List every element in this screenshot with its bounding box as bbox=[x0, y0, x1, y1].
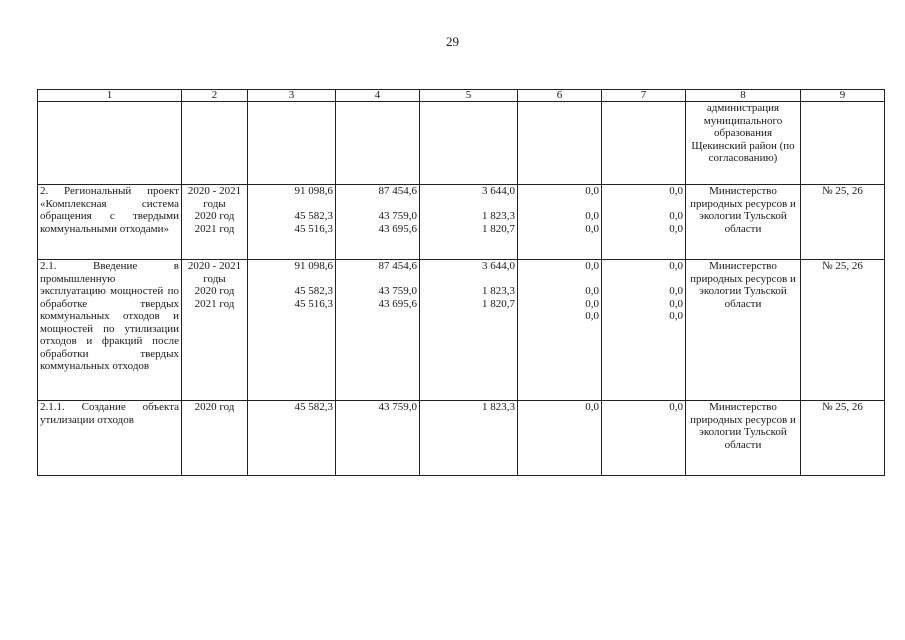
period-cell bbox=[182, 260, 248, 401]
amount-cell bbox=[420, 102, 518, 185]
period-value: 2020 - 2021 годы bbox=[187, 260, 242, 285]
indicator-ref: № 25, 26 bbox=[822, 401, 863, 413]
amount-value: 87 454,6 bbox=[378, 260, 417, 272]
column-header: 6 bbox=[518, 90, 602, 102]
amount-value: 0,0 bbox=[669, 260, 683, 272]
amount-cell bbox=[602, 185, 686, 260]
indicator-ref-cell bbox=[801, 260, 885, 401]
amount-cell bbox=[518, 102, 602, 185]
table-row bbox=[38, 401, 885, 476]
amount-value: 3 644,0 bbox=[482, 260, 515, 272]
page-number: 29 bbox=[446, 34, 459, 49]
amount-value: 3 644,0 bbox=[482, 185, 515, 197]
event-name: 2.1.1. Создание объекта утилизации отходов bbox=[40, 401, 179, 426]
table-body bbox=[38, 102, 885, 476]
amount-cell bbox=[248, 102, 336, 185]
executor-text: Министерство природных ресурсов и экологии Тульской области bbox=[690, 260, 796, 310]
event-name-cell bbox=[38, 102, 182, 185]
column-header: 5 bbox=[420, 90, 518, 102]
amount-cell bbox=[248, 401, 336, 476]
amount-value: 0,0 bbox=[669, 185, 683, 197]
period-value: 2020 год bbox=[194, 285, 235, 297]
column-header: 2 bbox=[182, 90, 248, 102]
amount-value: 1 823,3 bbox=[482, 210, 515, 222]
amount-value: 0,0 bbox=[585, 260, 599, 272]
program-table bbox=[37, 89, 885, 476]
column-header: 1 bbox=[38, 90, 182, 102]
period-value: 2020 - 2021 годы bbox=[187, 185, 242, 210]
amount-value bbox=[604, 273, 683, 286]
amount-cell bbox=[420, 185, 518, 260]
event-name: 2. Региональный проект «Комплексная система обращения с твердыми коммунальными отходами» bbox=[40, 185, 179, 235]
period-cell bbox=[182, 102, 248, 185]
column-header: 8 bbox=[686, 90, 801, 102]
amount-value: 91 098,6 bbox=[294, 185, 333, 197]
amount-cell bbox=[518, 260, 602, 401]
amount-cell bbox=[420, 260, 518, 401]
amount-value: 0,0 bbox=[585, 297, 599, 310]
amount-cell bbox=[248, 260, 336, 401]
executor-text: администрация муниципального образования Щекинский район (по согласованию) bbox=[691, 102, 795, 164]
amount-value bbox=[422, 198, 515, 211]
period-cell bbox=[182, 185, 248, 260]
amount-value: 43 695,6 bbox=[378, 222, 417, 235]
amount-cell bbox=[518, 185, 602, 260]
amount-value: 0,0 bbox=[585, 185, 599, 197]
period-value: 2020 год bbox=[194, 401, 235, 413]
amount-value bbox=[338, 273, 417, 286]
column-header: 7 bbox=[602, 90, 686, 102]
amount-cell bbox=[602, 102, 686, 185]
amount-value: 45 582,3 bbox=[294, 285, 333, 297]
amount-value: 0,0 bbox=[669, 310, 683, 322]
column-number-row bbox=[38, 90, 885, 102]
indicator-ref-cell bbox=[801, 102, 885, 185]
amount-cell bbox=[336, 401, 420, 476]
event-name-cell bbox=[38, 260, 182, 401]
amount-value: 1 823,3 bbox=[482, 401, 515, 413]
executor-cell bbox=[686, 185, 801, 260]
amount-value: 0,0 bbox=[669, 401, 683, 413]
amount-cell bbox=[420, 401, 518, 476]
column-header: 4 bbox=[336, 90, 420, 102]
amount-value: 1 820,7 bbox=[482, 222, 515, 235]
amount-value: 1 820,7 bbox=[482, 297, 515, 310]
executor-cell bbox=[686, 260, 801, 401]
amount-value: 43 759,0 bbox=[378, 401, 417, 413]
event-name-cell bbox=[38, 185, 182, 260]
amount-value bbox=[250, 198, 333, 211]
amount-value: 0,0 bbox=[669, 297, 683, 310]
executor-text: Министерство природных ресурсов и экологии Тульской области bbox=[690, 185, 796, 235]
table-row bbox=[38, 260, 885, 401]
amount-value: 1 823,3 bbox=[482, 285, 515, 297]
amount-value: 0,0 bbox=[669, 285, 683, 297]
amount-value: 43 759,0 bbox=[378, 285, 417, 297]
event-name: 2.1. Введение в промышленную эксплуатацию мощностей по обработке твердых коммунальных отходов и мощностей по утилизации отходов и фракций после обработки твердых коммунальных отходов bbox=[40, 260, 179, 372]
period-value: 2021 год bbox=[194, 222, 235, 235]
amount-value bbox=[250, 273, 333, 286]
amount-cell bbox=[248, 185, 336, 260]
table-row bbox=[38, 102, 885, 185]
amount-cell bbox=[602, 260, 686, 401]
amount-value: 91 098,6 bbox=[294, 260, 333, 272]
amount-value: 45 516,3 bbox=[294, 222, 333, 235]
amount-value: 87 454,6 bbox=[378, 185, 417, 197]
amount-value bbox=[520, 198, 599, 211]
amount-value bbox=[338, 198, 417, 211]
amount-value: 45 516,3 bbox=[294, 297, 333, 310]
amount-value: 0,0 bbox=[585, 285, 599, 297]
amount-value: 45 582,3 bbox=[294, 210, 333, 222]
column-header: 3 bbox=[248, 90, 336, 102]
column-header: 9 bbox=[801, 90, 885, 102]
amount-value: 43 759,0 bbox=[378, 210, 417, 222]
amount-value bbox=[520, 273, 599, 286]
executor-cell bbox=[686, 102, 801, 185]
amount-value: 0,0 bbox=[669, 222, 683, 235]
amount-value bbox=[604, 198, 683, 211]
indicator-ref: № 25, 26 bbox=[822, 185, 863, 197]
amount-cell bbox=[518, 401, 602, 476]
period-cell bbox=[182, 401, 248, 476]
executor-cell bbox=[686, 401, 801, 476]
executor-text: Министерство природных ресурсов и экологии Тульской области bbox=[690, 401, 796, 451]
amount-value: 43 695,6 bbox=[378, 297, 417, 310]
amount-cell bbox=[336, 260, 420, 401]
amount-value: 0,0 bbox=[669, 210, 683, 222]
indicator-ref-cell bbox=[801, 401, 885, 476]
amount-cell bbox=[336, 185, 420, 260]
amount-value: 0,0 bbox=[585, 401, 599, 413]
event-name-cell bbox=[38, 401, 182, 476]
table-row bbox=[38, 185, 885, 260]
indicator-ref: № 25, 26 bbox=[822, 260, 863, 272]
indicator-ref-cell bbox=[801, 185, 885, 260]
amount-value bbox=[422, 273, 515, 286]
amount-value: 0,0 bbox=[585, 310, 599, 322]
period-value: 2021 год bbox=[194, 297, 235, 310]
amount-cell bbox=[336, 102, 420, 185]
amount-value: 45 582,3 bbox=[294, 401, 333, 413]
amount-cell bbox=[602, 401, 686, 476]
amount-value: 0,0 bbox=[585, 210, 599, 222]
amount-value: 0,0 bbox=[585, 222, 599, 235]
period-value: 2020 год bbox=[194, 210, 235, 222]
